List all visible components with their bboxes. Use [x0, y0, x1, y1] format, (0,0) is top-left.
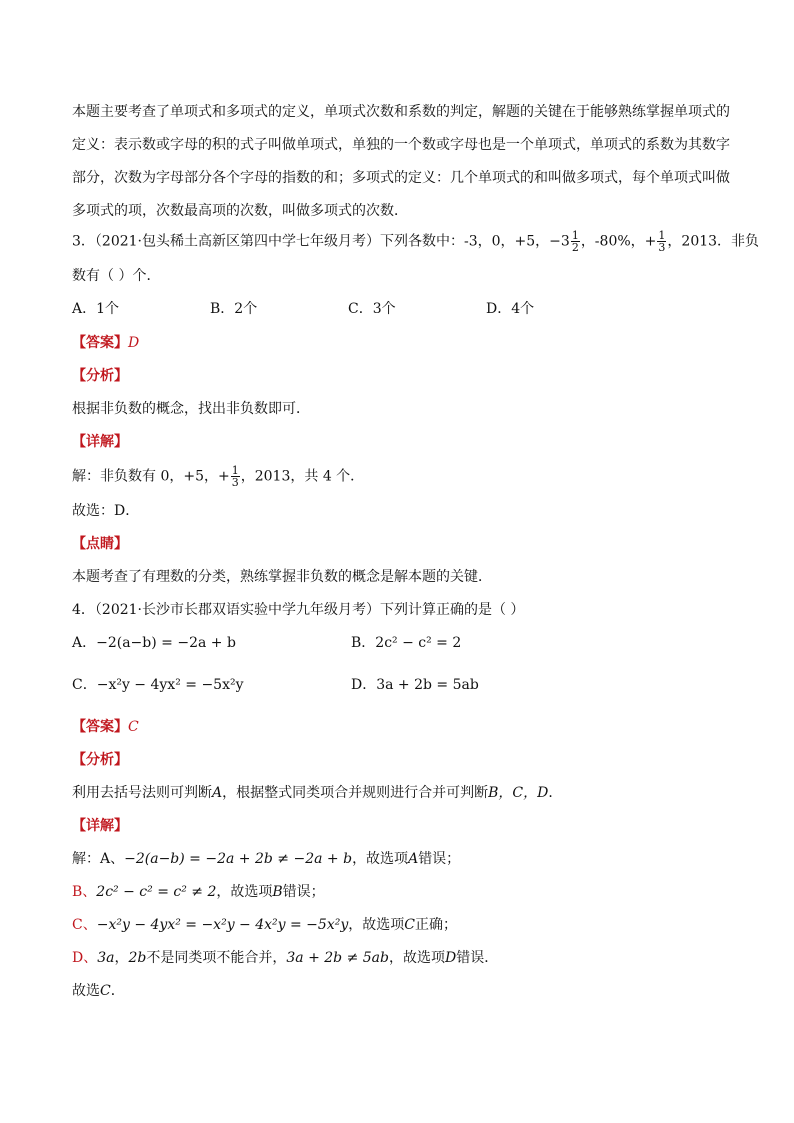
- fraction-one-half: $\frac{1}{2}$: [571, 229, 579, 254]
- q4-answer: 【答案】C: [72, 719, 139, 735]
- q4-option-b: B．2c² − c² = 2: [351, 635, 462, 651]
- q4-option-d: D．3a + 2b = 5ab: [351, 677, 479, 693]
- q4-detail-tag: 【详解】: [72, 818, 128, 834]
- q3-choose: 故选：D．: [72, 503, 140, 519]
- q4-options-row2: [72, 675, 732, 695]
- q4-option-c: C．−x²y − 4yx² = −5x²y: [72, 677, 244, 693]
- q4-option-a: A．−2(a−b) = −2a + b: [72, 635, 236, 651]
- q3-comment-tag: 【点睛】: [72, 536, 128, 552]
- q4-detail-c: C、−x²y − 4yx² = −x²y − 4x²y = −5x²y，故选项C正确；: [72, 917, 457, 933]
- fraction-one-third: $\frac{1}{3}$: [658, 229, 666, 254]
- fraction-one-third: $\frac{1}{3}$: [231, 464, 239, 489]
- q3-options: [72, 299, 732, 319]
- q3-stem-line2: 数有（ ）个．: [72, 268, 161, 284]
- q3-analysis: 根据非负数的概念，找出非负数即可．: [72, 401, 310, 417]
- q4-options-row1: [72, 633, 732, 653]
- q3-analysis-tag: 【分析】: [72, 368, 128, 384]
- q3-option-b: B．2个: [210, 301, 258, 317]
- q3-detail-tag: 【详解】: [72, 434, 128, 450]
- q4-detail-d: D、3a，2b不是同类项不能合并，3a + 2b ≠ 5ab，故选项D错误．: [72, 950, 499, 966]
- q3-answer: 【答案】D: [72, 335, 140, 351]
- q3-option-d: D．4个: [486, 301, 535, 317]
- q4-analysis: 利用去括号法则可判断A，根据整式同类项合并规则进行合并可判断B，C，D．: [72, 785, 563, 801]
- q3-option-a: A．1个: [72, 301, 120, 317]
- q3-stem-line1: 3．（2021·包头稀土高新区第四中学七年级月考）下列各数中：-3，0，+5，−3 $\frac{1}{2}$ ，-80%，+ $\frac{1}{3}$ ，2013．非负: [72, 229, 760, 254]
- q2-summary: 本题主要考查了单项式和多项式的定义，单项式次数和系数的判定，解题的关键在于能够熟练掌握单项式的定义：表示数或字母的积的式子叫做单项式，单独的一个数或字母也是一个单项式，单项式的系数为其数字部分，次数为字母部分各个字母的指数的和；多项式的定义：几个单项式的和叫做多项式，每个单项式叫做多项式的项，次数最高项的次数，叫做多项式的次数．: [72, 104, 730, 219]
- q4-detail-b: B、2c² − c² = c² ≠ 2，故选项B错误；: [72, 884, 325, 900]
- q4-choose: 故选C．: [72, 983, 125, 999]
- q3-detail: 解：非负数有 0，+5，+ $\frac{1}{3}$ ，2013，共 4 个．: [72, 464, 365, 489]
- q3-comment: 本题考查了有理数的分类，熟练掌握非负数的概念是解本题的关键．: [72, 569, 492, 585]
- q3-option-c: C．3个: [348, 301, 396, 317]
- document-page: [72, 96, 760, 1014]
- q4-analysis-tag: 【分析】: [72, 752, 128, 768]
- q4-stem: 4．（2021·长沙市长郡双语实验中学九年级月考）下列计算正确的是（ ）: [72, 602, 525, 618]
- q4-detail-a: 解：A、−2(a−b) = −2a + 2b ≠ −2a + b，故选项A错误；: [72, 851, 461, 867]
